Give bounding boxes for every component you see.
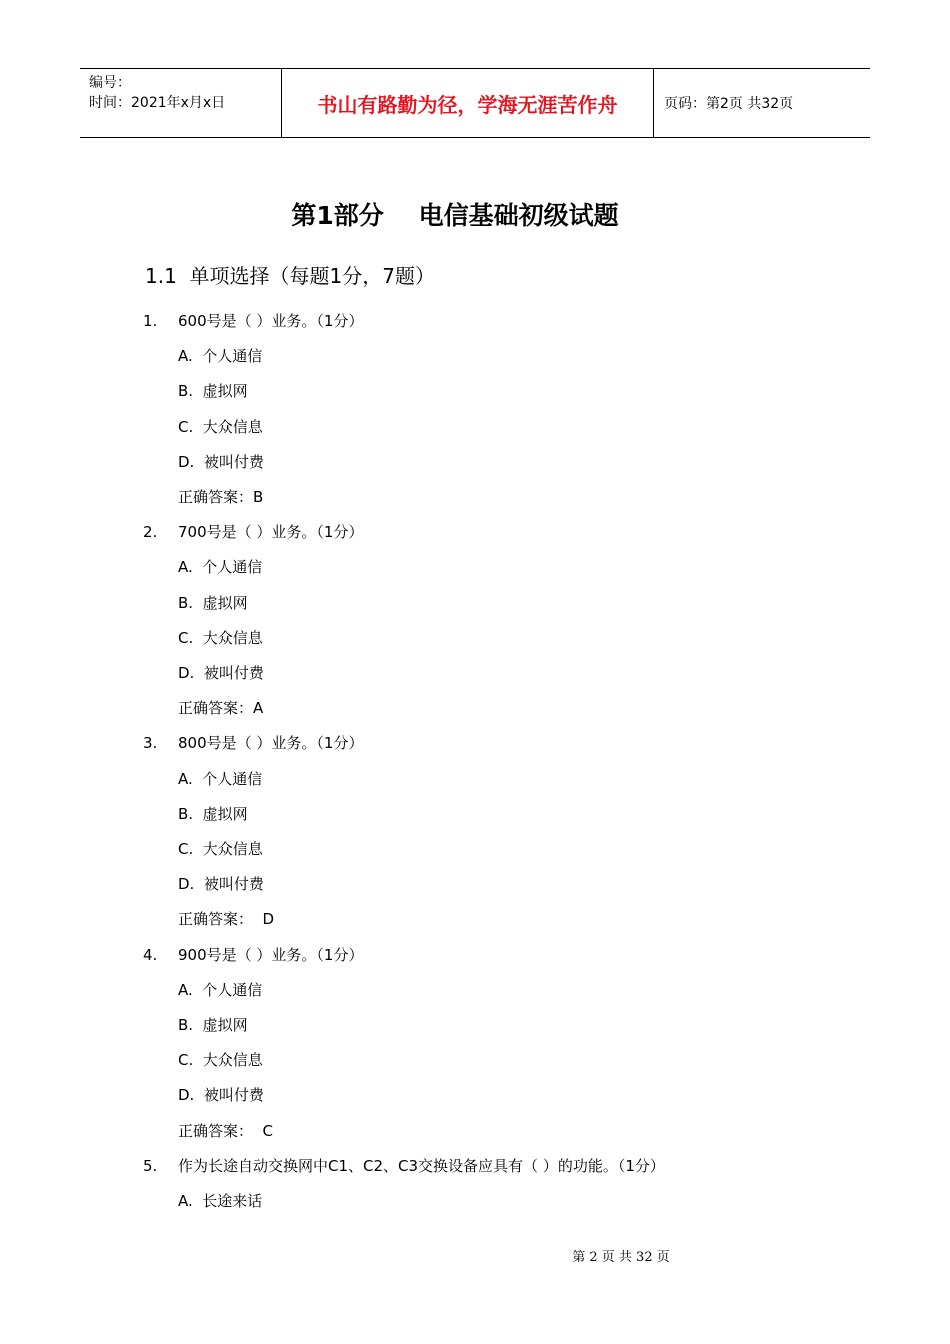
answer-option: A. 个人通信	[178, 770, 263, 788]
header-motto: 书山有路勤为径，学海无涯苦作舟	[281, 69, 654, 137]
correct-answer: 正确答案：B	[178, 488, 264, 506]
answer-option: D. 被叫付费	[178, 875, 264, 893]
answer-option: B. 虚拟网	[178, 805, 248, 823]
question-text: 800号是（ ）业务。（1分）	[178, 734, 364, 752]
answer-option: A. 长途来话	[178, 1192, 263, 1210]
question-number: 1.	[143, 312, 158, 330]
answer-option: C. 大众信息	[178, 629, 263, 647]
header-page-info: 页码：第2页 共32页	[664, 96, 794, 112]
question-number: 5.	[143, 1157, 158, 1175]
answer-option: B. 虚拟网	[178, 1016, 248, 1034]
serial-label: 编号：	[89, 75, 131, 91]
answer-option: D. 被叫付费	[178, 1086, 264, 1104]
answer-option: D. 被叫付费	[178, 453, 264, 471]
question-number: 2.	[143, 523, 158, 541]
answer-option: C. 大众信息	[178, 840, 263, 858]
answer-option: A. 个人通信	[178, 558, 263, 576]
header-left	[80, 69, 281, 137]
answer-option: C. 大众信息	[178, 418, 263, 436]
page-header	[80, 68, 870, 138]
answer-option: A. 个人通信	[178, 347, 263, 365]
answer-option: B. 虚拟网	[178, 382, 248, 400]
question-text: 900号是（ ）业务。（1分）	[178, 946, 364, 964]
question-text: 600号是（ ）业务。（1分）	[178, 312, 364, 330]
question-text: 作为长途自动交换网中C1、C2、C3交换设备应具有（ ）的功能。（1分）	[178, 1157, 665, 1175]
page-footer: 第 2 页 共 32 页	[572, 1250, 670, 1265]
document-title: 第1部分 电信基础初级试题	[291, 201, 619, 230]
correct-answer: 正确答案：A	[178, 699, 264, 717]
section-heading: 1.1 单项选择（每题1分，7题）	[145, 264, 435, 288]
time-label: 时间：2021年x月x日	[89, 95, 226, 111]
answer-option: A. 个人通信	[178, 981, 263, 999]
correct-answer: 正确答案： D	[178, 910, 275, 928]
correct-answer: 正确答案： C	[178, 1122, 274, 1140]
question-number: 4.	[143, 946, 158, 964]
question-number: 3.	[143, 734, 158, 752]
answer-option: C. 大众信息	[178, 1051, 263, 1069]
answer-option: B. 虚拟网	[178, 594, 248, 612]
answer-option: D. 被叫付费	[178, 664, 264, 682]
question-text: 700号是（ ）业务。（1分）	[178, 523, 364, 541]
